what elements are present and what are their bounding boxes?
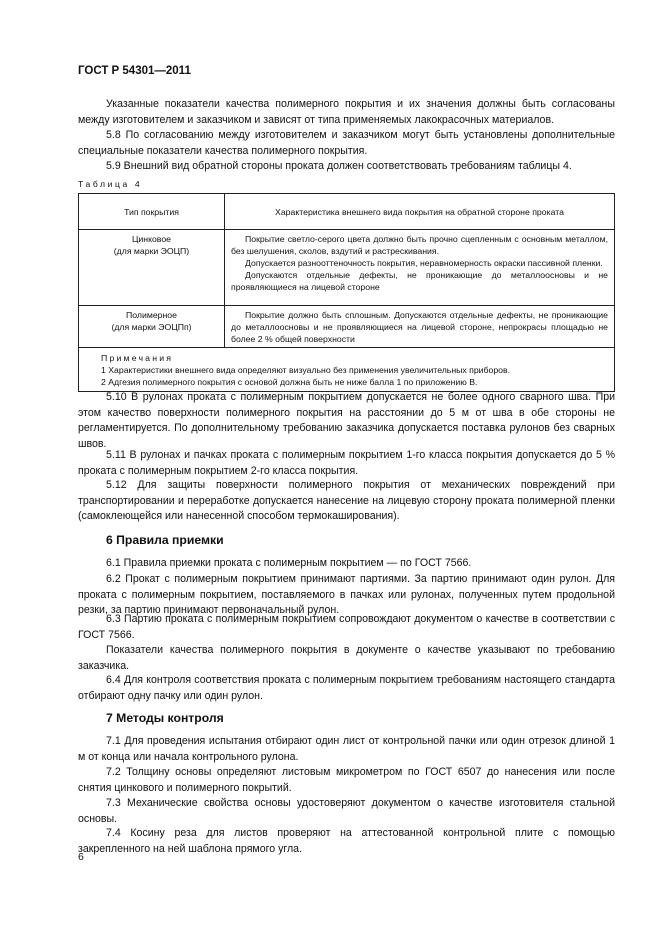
note-1: 1 Характеристики внешнего вида определяют визуально без применения увеличительных приборов. (101, 365, 511, 375)
clause-5-11: 5.11 В рулонах и пачках проката с полимерным покрытием 1-го класса покрытия допускается до 5 % проката с полимерным покрытием 2-го класса покрытия. (78, 449, 615, 477)
cell-coating-type (79, 230, 225, 306)
clause-7-3: 7.3 Механические свойства основы удостоверяют документом о качестве изготовителя стальной основы. (78, 797, 615, 825)
note-2: 2 Адгезия полимерного покрытия с основой должна быть не ниже балла 1 по приложению В. (101, 377, 478, 387)
page-number: 6 (78, 851, 84, 863)
section-7-heading: 7 Методы контроля (106, 711, 224, 725)
clause-6-4: 6.4 Для контроля соответствия проката с полимерным покрытием требованиям настоящего стандарта отбирают одну пачку или один рулон. (78, 674, 615, 702)
cell-appearance (225, 230, 615, 306)
coating-type-grade: (для марки ЭОЦПп) (111, 322, 192, 332)
table-row (79, 230, 615, 306)
table-4 (78, 193, 615, 392)
appearance-text: Покрытие должно быть сплошным. Допускаются отдельные дефекты, не проникающие до металлоосновы и не проявляющиеся на лицевой стороне, непрокрасы площадью не более 2 % общей поверхности (231, 310, 608, 344)
table-notes (79, 348, 615, 392)
cell-coating-type (79, 306, 225, 348)
clause-6-3: 6.3 Партию проката с полимерным покрытием сопровождают документом о качестве в соответствии с ГОСТ 7566. (78, 613, 615, 641)
clause-6-1: 6.1 Правила приемки проката с полимерным покрытием — по ГОСТ 7566. (106, 557, 472, 569)
clause-7-1: 7.1 Для проведения испытания отбирают один лист от контрольной пачки или один отрезок длиной 1 м от конца или начала контрольного рулона. (78, 735, 615, 763)
clause-5-12: 5.12 Для защиты поверхности полимерного покрытия от механических повреждений при транспортировании и переработке допускается нанесение на лицевую сторону проката полимерной пленки (самоклеющейся или нанесенной способом термокаширования). (78, 479, 615, 523)
table-header-row (79, 194, 615, 230)
clause-5-9: 5.9 Внешний вид обратной стороны проката должен соответствовать требованиям таблицы 4. (106, 160, 572, 172)
table-notes-row (79, 348, 615, 392)
section-6-heading: 6 Правила приемки (106, 533, 224, 547)
col-header-appearance: Характеристика внешнего вида покрытия на обратной стороне проката (225, 194, 615, 230)
coating-type-grade: (для марки ЭОЦП) (113, 246, 190, 256)
intro-paragraph: Указанные показатели качества полимерного покрытия и их значения должны быть согласованы между изготовителем и заказчиком и зависят от типа применяемых лакокрасочных материалов. (78, 98, 615, 126)
coating-type-name: Полимерное (126, 310, 177, 320)
clause-7-4: 7.4 Косину реза для листов проверяют на аттестованной контрольной плите с помощью закрепленного на ней шаблона прямого угла. (78, 827, 615, 855)
clause-5-10: 5.10 В рулонах проката с полимерным покрытием допускается не более одного сварного шва. При этом качество поверхности полимерного покрытия на расстоянии до 5 м от шва в обе стороны не регламентируется. По дополнительному требованию заказчика допускается поставка рулонов без сварных швов. (78, 391, 615, 450)
clause-6-3-note: Показатели качества полимерного покрытия в документе о качестве указывают по требованию заказчика. (78, 644, 615, 672)
clause-5-8: 5.8 По согласованию между изготовителем и заказчиком могут быть установлены дополнительные специальные показатели качества полимерного покрытия. (78, 129, 615, 157)
col-header-coating-type: Тип покрытия (79, 194, 225, 230)
clause-6-2: 6.2 Прокат с полимерным покрытием принимают партиями. За партию принимают один рулон. Для проката с полимерным покрытием, поставляемого в пачках или рулонах, полученных путем продольной резки, за партию принимают первоначальный рулон. (78, 573, 615, 617)
notes-title: Примечания (101, 353, 174, 363)
document-header: ГОСТ Р 54301—2011 (78, 65, 191, 77)
table-row (79, 306, 615, 348)
appearance-text: Покрытие светло-серого цвета должно быть прочно сцепленным с основным металлом, без шелушения, сколов, вздутий и растрескивания. (231, 234, 608, 256)
cell-appearance (225, 306, 615, 348)
clause-7-2: 7.2 Толщину основы определяют листовым микрометром по ГОСТ 6507 до нанесения или после снятия цинкового и полимерного покрытий. (78, 766, 615, 794)
appearance-text: Допускается разнооттеночность покрытия, неравномерность окраски пассивной пленки. (245, 258, 603, 268)
table-caption: Таблица 4 (78, 179, 143, 189)
coating-type-name: Цинковое (132, 234, 171, 244)
appearance-text: Допускаются отдельные дефекты, не проникающие до металлоосновы и не проявляющиеся на лицевой стороне (231, 270, 608, 292)
